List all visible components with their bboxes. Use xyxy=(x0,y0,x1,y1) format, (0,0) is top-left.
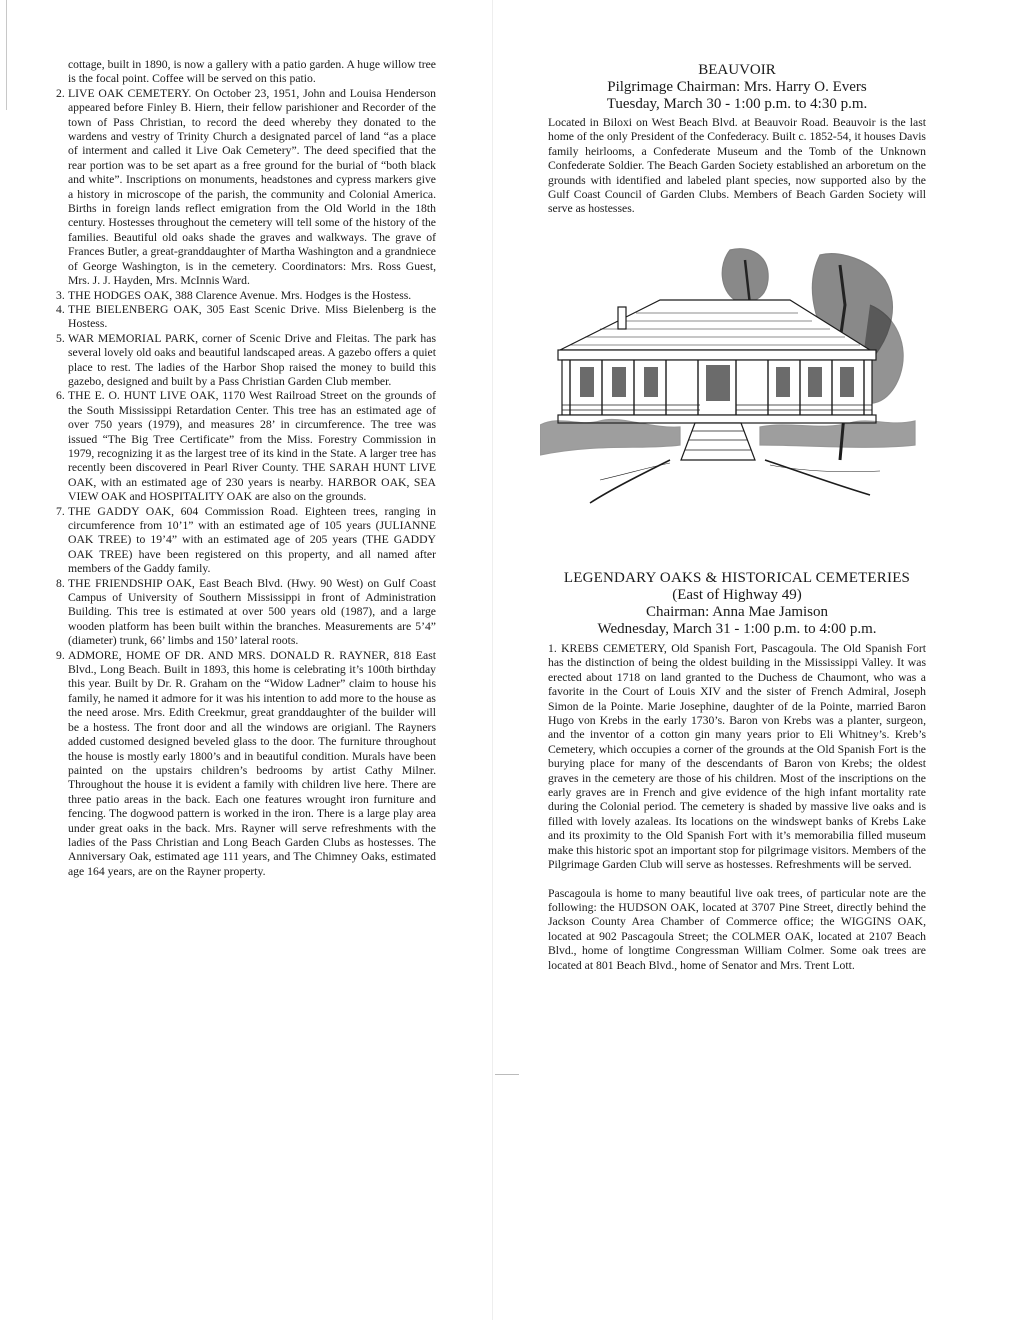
scan-mark xyxy=(495,1074,519,1075)
krebs-cemetery-paragraph: 1. KREBS CEMETERY, Old Spanish Fort, Pascagoula. The Old Spanish Fort has the distinction of being the oldest building in the Mississippi Valley. It was erected about 1718 on land granted to the Duchess de Chaumont, who was a favorite in the Court of Louis XIV and the sister of French Admiral, Joseph Simon de la Pointe. Marie Josephine, daughter of de la Pointe, married Baron Hugo von Krebs in the early 1730’s. Baron von Krebs was a planter, surgeon, and the inventor of a cotton gin many years prior to Eli Whitney’s. Kreb’s Cemetery, which occupies a corner of the grounds at the Old Spanish Fort is the burying place for many of the descendants of Baron von Krebs; the oldest graves in the cemetery are those of his children. Most of the inscriptions on the early graves are in French and give evidence of the high infant mortality rate during the Colonial period. The cemetery is shaded by massive live oaks and is filled with lovely azaleas. Its locations on the windswept banks of Krebs Lake and its proximity to the Old Spanish Fort with it’s memorabilia filled museum make this historic spot an important stop for pilgrimage visitors. Members of the Pilgrimage Garden Club will serve as hostesses. Refreshments will be served. xyxy=(548,642,926,872)
item-number: 2. xyxy=(56,86,65,100)
list-item xyxy=(56,504,436,577)
item-number: 5. xyxy=(56,331,65,345)
item-text: THE HODGES OAK, 388 Clarence Avenue. Mrs. Hodges is the Hostess. xyxy=(68,288,412,302)
item-number: 6. xyxy=(56,389,65,403)
item-number: 3. xyxy=(56,288,65,302)
list-item xyxy=(56,288,436,303)
item-number: 9. xyxy=(56,648,65,662)
item-text: LIVE OAK CEMETERY. On October 23, 1951, John and Louisa Henderson appeared before Finley B. Hiern, their fellow parishioner and Recorder of the town of Pass Christian, to record the deed whereby they donated to the wardens and vestry of Trinity Church a designated parcel of land “as a place of interment and called it Live Oak Cemetery”. The deed specified that the rear portion was to be set apart as a free ground for the burial of “both black and white”. Inscriptions on monuments, headstones and cypress markers give a history in microscope of the parish, the community and Colonial America. Births in foreign lands reflect emigration from the Old World in the 18th century. Hostesses throughout the cemetery will tell some of the history of the families. Beautiful old oaks shade the graves and walkways. The grave of Frances Butler, a great-granddaughter of Martha Washington and a grandniece of George Washington, is in the cemetery. Coordinators: Mrs. Ross Guest, Mrs. J. J. Hayden, Mrs. McInnis Ward. xyxy=(68,86,436,288)
left-column xyxy=(56,58,436,879)
item-text: THE BIELENBERG OAK, 305 East Scenic Drive. Miss Bielenberg is the Hostess. xyxy=(68,302,436,331)
scan-margin-line xyxy=(6,0,7,110)
list-item xyxy=(56,648,436,880)
legendary-oaks-section xyxy=(548,570,926,973)
beauvoir-title: BEAUVOIR xyxy=(698,62,776,78)
item-text: ADMORE, HOME OF DR. AND MRS. DONALD R. RAYNER, 818 East Blvd., Long Beach. Built in 1893, this home is celebrating it’s 100th birthday this year. Built by Dr. R. Graham on the “Widow Ladner” claim to house his family, he named it admore for it was his intention to add more to the house as the need arose. Mrs. Edith Creekmur, great granddaughter of the builder will be a hostess. The front door and all the windows are origianl. The Rayners added customed designed beveled glass to the door. The furniture throughout the house is mostly early 1800’s and in beautiful condition. Murals have been painted on the upstairs children’s bedrooms by artist Cathy Milner. Throughout the house it is evident a family with children live here. There are three patio areas in the back. Each one features wrought iron furniture and fencing. The dogwood pattern is worked in the iron. There is a large play area under great oaks in the back. Mrs. Rayner will serve refreshments with the ladies of the Pass Christian and Long Beach Garden Clubs as hostesses. The Anniversary Oak, estimated age 111 years, and The Chimney Oaks, estimated age 164 years, are on the Rayner property. xyxy=(68,648,436,878)
beauvoir-house-illustration xyxy=(540,245,928,507)
fold-line xyxy=(492,0,493,1320)
list-item xyxy=(56,331,436,390)
pascagoula-oaks-paragraph: Pascagoula is home to many beautiful live oak trees, of particular note are the following: the HUDSON OAK, located at 3707 Pine Street, directly behind the Jackson County Area Chamber of Commerce office; the WIGGINS OAK, located at 902 Pascagoula Street; the COLMER OAK, located at 2107 Beach Blvd., home of longtime Congressman William Colmer. Some oak trees are located at 801 Beach Blvd., home of Senator and Mrs. Trent Lott. xyxy=(548,886,926,972)
beauvoir-date: Tuesday, March 30 - 1:00 p.m. to 4:30 p.m. xyxy=(606,96,868,112)
item-text: WAR MEMORIAL PARK, corner of Scenic Drive and Fleitas. The park has several lovely old oaks and beautiful landscaped areas. A gazebo offers a quiet place to rest. The ladies of the Harbor Shop raised the money to build this gazebo, designed and built by a Pass Christian Garden Club member. xyxy=(68,331,436,388)
list-item xyxy=(56,302,436,332)
item-number: 8. xyxy=(56,576,65,590)
item-number: 4. xyxy=(56,302,65,316)
item-text: THE FRIENDSHIP OAK, East Beach Blvd. (Hwy. 90 West) on Gulf Coast Campus of University of Southern Mississippi in front of Administration Building. This tree is estimated at over 500 years old (1987), and a large wooden platform has been built within the branches. Measurements are 5’4” (diameter) trunk, 66’ limbs and 150’ lateral roots. xyxy=(68,576,436,648)
site-list xyxy=(56,87,436,879)
list-item xyxy=(56,576,436,649)
item-number: 7. xyxy=(56,504,65,518)
legendary-date: Wednesday, March 31 - 1:00 p.m. to 4:00 p.m. xyxy=(597,621,877,637)
legendary-title: LEGENDARY OAKS & HISTORICAL CEMETERIES xyxy=(563,570,911,586)
list-item xyxy=(56,389,436,504)
beauvoir-description: Located in Biloxi on West Beach Blvd. at Beauvoir Road. Beauvoir is the last home of the only President of the Confederacy. Built c. 1852-54, it houses Davis family heirlooms, a Confederate Museum and the Tomb of the Unknown Confederate Soldier. The Beach Garden Society established an arboretum on the grounds with identified and labeled plant species, now supported also by the Gulf Coast Council of Garden Clubs. Members of Beach Garden Society will serve as hostesses. xyxy=(548,116,926,216)
item-text: THE GADDY OAK, 604 Commission Road. Eighteen trees, ranging in circumference from 10’1” with an estimated age of 105 years (JULIANNE OAK TREE) to 19’4” with an estimated age of 205 years (THE GADDY OAK TREE) have been registered on this property, and all named after members of the Gaddy family. xyxy=(68,504,436,576)
legendary-chairman: Chairman: Anna Mae Jamison xyxy=(645,604,829,620)
legendary-subtitle: (East of Highway 49) xyxy=(672,587,802,603)
beauvoir-chairman: Pilgrimage Chairman: Mrs. Harry O. Evers xyxy=(607,79,867,95)
intro-paragraph: cottage, built in 1890, is now a gallery with a patio garden. A huge willow tree is the focal point. Coffee will be served on this patio. xyxy=(68,58,436,86)
list-item xyxy=(56,86,436,289)
item-text: THE E. O. HUNT LIVE OAK, 1170 West Railroad Street on the grounds of the South Mississippi Retardation Center. This tree has an estimated age of over 750 years (1979), and measures 28’ in circumference. The tree was issued “The Big Tree Certificate” from the Miss. Forestry Commission in 1979, recognizing it as the largest tree of its kind in the State. A larger tree has recently been discovered in Pearl River County. THE SARAH HUNT LIVE OAK, with an estimated age of 230 years is nearby. HARBOR OAK, SEA VIEW OAK and HOSPITALITY OAK are also on the grounds. xyxy=(68,389,436,504)
beauvoir-section xyxy=(548,62,926,217)
